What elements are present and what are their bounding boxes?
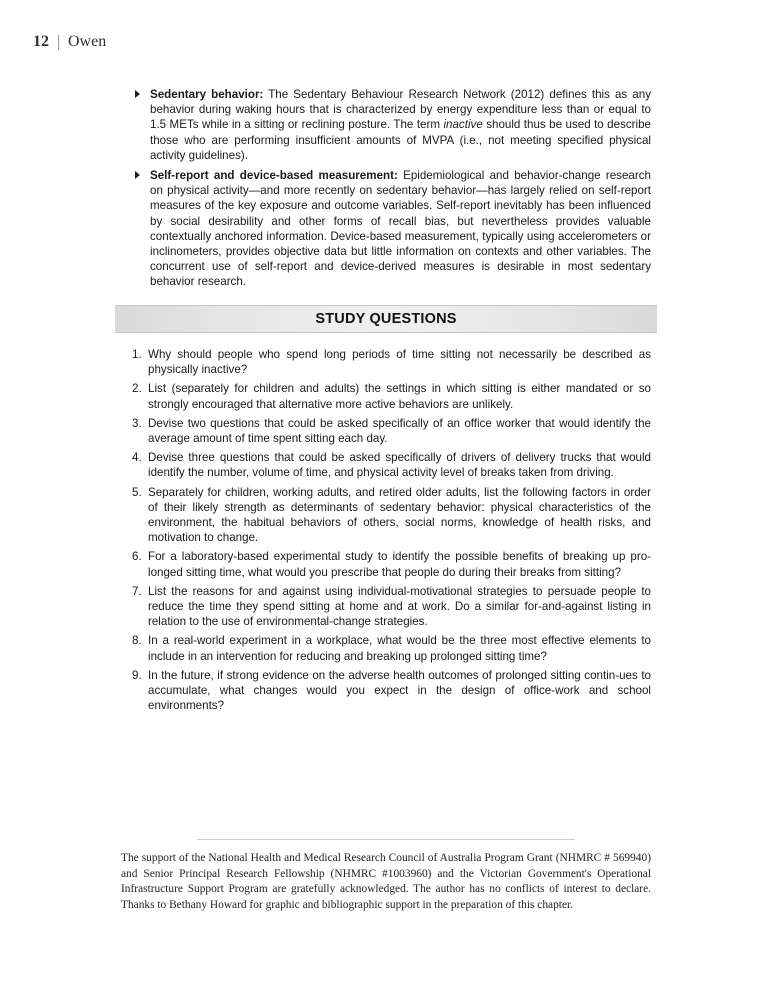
question-text: Devise three questions that could be asked specifically of drivers of delivery trucks that would identify the number, volume of time, and physical activity level of breaks taken from driving. (148, 451, 651, 480)
definition-list (135, 87, 651, 295)
running-head-author: Owen (68, 33, 107, 50)
question-item (130, 450, 651, 480)
definition-term: Self-report and device-based measurement: (150, 169, 398, 183)
question-number: 9. (132, 668, 142, 682)
definition-text: should thus be used to describe those who are performing insufficient amounts of MVPA (i.e., not meeting specified physical activity guidelines). (150, 118, 652, 162)
question-number: 5. (132, 485, 142, 499)
question-number: 3. (132, 416, 142, 430)
definition-term: Sedentary behavior: (150, 88, 264, 101)
question-item (130, 485, 651, 546)
footnote-divider (197, 839, 575, 840)
question-item (130, 668, 651, 714)
question-number: 7. (132, 584, 142, 598)
question-text: In the future, if strong evidence on the adverse health outcomes of prolonged sitting contin-ues to accumulate, what changes would you expect in the design of office-work and school environments? (148, 668, 651, 713)
definition-item (135, 87, 651, 163)
question-text: In a real-world experiment in a workplace, what would be the three most effective elements to include in an intervention for reducing and breaking up prolonged sitting time? (148, 634, 651, 663)
question-text: For a laboratory-based experimental study to identify the possible benefits of breaking up pro-longed sitting time, what would you prescribe that people do during their breaks from sitting? (148, 550, 651, 579)
question-text: Devise two questions that could be asked specifically of an office worker that would identify the average amount of time spent sitting each day. (148, 416, 651, 446)
study-questions-list (130, 347, 651, 717)
study-questions-title: STUDY QUESTIONS (315, 311, 457, 327)
triangle-bullet-icon (135, 90, 140, 98)
definition-text: The Sedentary Behaviour Research Network (2012) defines this as any behavior during waking hours that is characterized by energy expenditure less than or equal to 1.5 METs while in a sitting or reclining posture. The term (150, 88, 651, 132)
study-questions-banner (115, 305, 657, 333)
question-number: 2. (132, 382, 142, 396)
question-text: List the reasons for and against using individual-motivational strategies to persuade people to reduce the time they spend sitting at home and at work. Do a similar for-and-against listing in relation to the use of environmental-change strategies. (148, 584, 651, 629)
running-head (33, 33, 106, 51)
question-item (130, 347, 651, 377)
question-item (130, 633, 651, 663)
acknowledgment-footnote: The support of the National Health and Medical Research Council of Australia Program Grant (NHMRC # 569940) and Senior Principal Research Fellowship (NHMRC #1003960) and the Victorian Government's Operational Infrastructure Support Program are gratefully acknowledged. The author has no conflicts of interest to declare. Thanks to Bethany Howard for graphic and bibliographic support in the preparation of this chapter. (121, 852, 651, 911)
definition-text: Epidemiological and behavior-change research on physical activity—and more recently on sedentary behavior—has largely relied on self-report measures of the key exposure and outcome variables. Self-report inevitably has been influenced by social desirability and other forms of recall bias, but nevertheless provides valuable contextually anchored information. Device-based measurement, typically using accelerometers or inclinometers, provides objective data but little information on contexts and other variables. The concurrent use of self-report and device-derived measures is desirable in most sedentary behavior research. (150, 169, 651, 289)
question-text: Why should people who spend long periods of time sitting not necessarily be described as physically inactive? (148, 348, 651, 377)
question-item (130, 416, 651, 446)
question-number: 6. (132, 550, 142, 564)
question-item (130, 549, 651, 579)
header-divider (58, 35, 59, 50)
definition-italic: inactive (443, 118, 483, 132)
question-text: Separately for children, working adults, and retired older adults, list the following factors in order of their likely strength as determinants of sedentary behavior: physical characteristics of the environment, the habitual behaviors of others, social norms, knowledge of health risks, and motivation to change. (148, 485, 651, 545)
page-number: 12 (33, 33, 49, 50)
definition-item (135, 168, 651, 290)
question-item (130, 381, 651, 411)
question-text: List (separately for children and adults) the settings in which sitting is either mandated or so strongly encouraged that alternative more active behaviors are unlikely. (148, 382, 651, 411)
question-item (130, 584, 651, 630)
question-number: 4. (132, 451, 142, 465)
question-number: 1. (132, 348, 142, 361)
triangle-bullet-icon (135, 171, 140, 179)
question-number: 8. (132, 634, 142, 648)
